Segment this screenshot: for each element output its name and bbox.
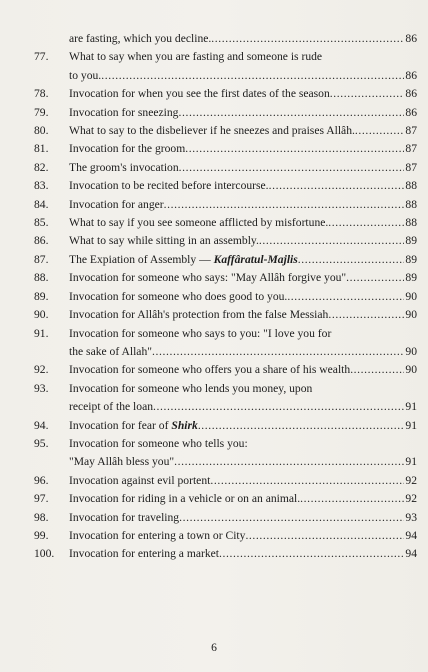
dot-leader [179, 159, 405, 177]
entry-page-number: 90 [405, 363, 417, 377]
toc-entry [34, 288, 417, 306]
entry-body [69, 177, 417, 195]
entry-line [69, 140, 417, 158]
entry-page-number: 90 [405, 344, 417, 358]
entry-body [69, 306, 417, 324]
entry-line [69, 232, 417, 250]
entry-title [69, 140, 185, 158]
entry-line [69, 269, 417, 287]
entry-line [69, 509, 417, 527]
entry-number: 81. [34, 142, 49, 156]
dot-leader [179, 509, 404, 527]
entry-number: 80. [34, 124, 49, 138]
toc-entry [34, 527, 417, 545]
entry-page-number: 91 [405, 455, 417, 469]
entry-line [69, 527, 417, 545]
entry-body [69, 196, 417, 214]
entry-page-number: 87 [405, 142, 417, 156]
entry-number: 100. [34, 547, 55, 561]
entry-line [69, 177, 417, 195]
entry-number: 86. [34, 234, 49, 248]
toc-entry [34, 140, 417, 158]
dot-leader [198, 417, 405, 435]
entry-body [69, 104, 417, 122]
page-number: 6 [211, 641, 217, 654]
toc-entry [34, 435, 417, 472]
entry-title-text: Invocation for someone who offers you a share of his wealth [69, 363, 351, 377]
entry-number: 99. [34, 528, 49, 542]
table-of-contents [34, 30, 417, 564]
entry-number: 92. [34, 363, 49, 377]
entry-number: 79. [34, 105, 49, 119]
entry-number: 85. [34, 216, 49, 230]
dot-leader [174, 453, 404, 471]
entry-line [69, 435, 417, 453]
entry-title [69, 85, 330, 103]
entry-body [69, 380, 417, 417]
dot-leader [355, 122, 405, 140]
entry-title-text: Invocation to be recited before intercourse. [69, 179, 269, 193]
entry-number: 94. [34, 418, 49, 432]
entry-title-text: What to say if you see someone afflicted by misfortune. [69, 216, 329, 230]
entry-body [69, 509, 417, 527]
entry-body [69, 232, 417, 250]
entry-page-number: 87 [405, 124, 417, 138]
entry-body [69, 527, 417, 545]
entry-line [69, 196, 417, 214]
entry-title [69, 490, 300, 508]
entry-title [69, 269, 346, 287]
entry-line [69, 343, 417, 361]
entry-body [69, 122, 417, 140]
entry-body [69, 214, 417, 232]
entry-title-text: Invocation for traveling [69, 510, 180, 524]
entry-body [69, 361, 417, 379]
entry-line [69, 472, 417, 490]
entry-page-number: 88 [405, 216, 417, 230]
entry-line [69, 288, 417, 306]
entry-title-text: Invocation for sneezing [69, 105, 179, 119]
entry-page-number: 89 [405, 271, 417, 285]
entry-title [69, 545, 219, 563]
entry-title-text: Invocation for someone who says to you: "I love you for [69, 326, 332, 340]
entry-title-text: Invocation for anger [69, 197, 164, 211]
toc-entry [34, 472, 417, 490]
dot-leader [153, 398, 404, 416]
entry-line [69, 251, 417, 269]
entry-line [69, 30, 417, 48]
entry-body [69, 472, 417, 490]
entry-title-text: Invocation for someone who lends you money, upon [69, 381, 313, 395]
dot-leader [178, 104, 404, 122]
entry-number: 83. [34, 179, 49, 193]
toc-entry [34, 232, 417, 250]
entry-title-text: the sake of Allah" [69, 344, 152, 358]
entry-body [69, 269, 417, 287]
entry-title-text: Invocation for someone who does good to you. [69, 289, 288, 303]
dot-leader [269, 177, 405, 195]
toc-entry [34, 545, 417, 563]
toc-entry [34, 306, 417, 324]
entry-page-number: 92 [405, 473, 417, 487]
toc-entry [34, 159, 417, 177]
entry-page-number: 88 [405, 179, 417, 193]
toc-entry [34, 509, 417, 527]
entry-title-text: Invocation against evil portent [69, 473, 211, 487]
dot-leader [152, 343, 404, 361]
entry-line [69, 214, 417, 232]
entry-title [69, 214, 328, 232]
entry-line [69, 361, 417, 379]
toc-entry [34, 48, 417, 85]
entry-title [69, 30, 211, 48]
entry-title-text: Invocation for fear of [69, 418, 172, 432]
entry-page-number: 87 [405, 160, 417, 174]
entry-title [69, 472, 210, 490]
entry-line [69, 85, 417, 103]
entry-number: 97. [34, 492, 49, 506]
entry-number: 78. [34, 87, 49, 101]
entry-number: 96. [34, 473, 49, 487]
entry-title [69, 177, 269, 195]
toc-entry [34, 269, 417, 287]
toc-entry [34, 177, 417, 195]
toc-entry [34, 30, 417, 48]
entry-number: 93. [34, 381, 49, 395]
entry-page-number: 91 [405, 418, 417, 432]
entry-line [69, 48, 417, 66]
dot-leader [300, 490, 404, 508]
toc-entry [34, 104, 417, 122]
entry-title-italic: Shirk [171, 418, 198, 432]
dot-leader [350, 361, 404, 379]
entry-page-number: 86 [405, 105, 417, 119]
entry-body [69, 435, 417, 472]
entry-body [69, 30, 417, 48]
dot-leader [328, 306, 404, 324]
entry-title-text: What to say when you are fasting and someone is rude [69, 50, 323, 64]
dot-leader [330, 85, 405, 103]
entry-title [69, 159, 179, 177]
entry-title-text: Invocation for entering a town or City [69, 528, 246, 542]
entry-line [69, 325, 417, 343]
entry-title-text: Invocation for when you see the first dates of the season [69, 87, 330, 101]
entry-page-number: 90 [405, 289, 417, 303]
toc-entry [34, 196, 417, 214]
toc-entry [34, 361, 417, 379]
toc-entry [34, 214, 417, 232]
entry-title-text: The groom's invocation [69, 160, 179, 174]
dot-leader [259, 232, 405, 250]
entry-title-text: Invocation for someone who says: "May Allâh forgive you" [69, 271, 347, 285]
entry-title [69, 196, 164, 214]
entry-title [69, 122, 355, 140]
entry-title [69, 288, 287, 306]
entry-number: 84. [34, 197, 49, 211]
toc-entry [34, 380, 417, 417]
entry-title [69, 104, 178, 122]
entry-body [69, 545, 417, 563]
entry-body [69, 325, 417, 362]
dot-leader [298, 251, 405, 269]
entry-body [69, 48, 417, 85]
entry-line [69, 104, 417, 122]
entry-title-text: receipt of the loan [69, 400, 154, 414]
entry-line [69, 398, 417, 416]
entry-line [69, 453, 417, 471]
entry-page-number: 88 [405, 197, 417, 211]
entry-title [69, 527, 245, 545]
entry-line [69, 490, 417, 508]
entry-page-number: 89 [405, 234, 417, 248]
entry-body [69, 417, 417, 435]
entry-number [34, 30, 69, 48]
dot-leader [210, 472, 404, 490]
entry-number: 77. [34, 50, 49, 64]
entry-number: 95. [34, 436, 49, 450]
entry-line [69, 67, 417, 85]
entry-body [69, 490, 417, 508]
entry-number: 89. [34, 289, 49, 303]
entry-page-number: 91 [405, 400, 417, 414]
entry-number: 82. [34, 160, 49, 174]
dot-leader [164, 196, 405, 214]
entry-page-number: 90 [405, 308, 417, 322]
entry-title-text: What to say while sitting in an assembly. [69, 234, 259, 248]
entry-body [69, 140, 417, 158]
entry-page-number: 92 [405, 492, 417, 506]
dot-leader [185, 140, 404, 158]
entry-number: 91. [34, 326, 49, 340]
entry-line [69, 122, 417, 140]
toc-entry [34, 417, 417, 435]
entry-title [69, 325, 331, 343]
entry-body [69, 288, 417, 306]
entry-line [69, 380, 417, 398]
entry-body [69, 251, 417, 269]
entry-title [69, 67, 101, 85]
entry-line [69, 545, 417, 563]
dot-leader [219, 545, 404, 563]
toc-entry [34, 325, 417, 362]
dot-leader [287, 288, 404, 306]
entry-title [69, 435, 248, 453]
entry-title-text: "May Allâh bless you" [69, 455, 175, 469]
entry-number: 90. [34, 308, 49, 322]
entry-title-text: Invocation for Allâh's protection from the false Messiah [69, 308, 329, 322]
entry-title-text: Invocation for riding in a vehicle or on an animal. [69, 492, 301, 506]
entry-title-text: The Expiation of Assembly — [69, 252, 214, 266]
entry-title-text: to you. [69, 68, 102, 82]
dot-leader [101, 67, 404, 85]
entry-number: 88. [34, 271, 49, 285]
entry-body [69, 85, 417, 103]
entry-page-number: 94 [405, 528, 417, 542]
entry-title [69, 343, 152, 361]
entry-page-number: 93 [405, 510, 417, 524]
entry-number: 98. [34, 510, 49, 524]
entry-page-number: 86 [405, 32, 417, 45]
toc-entry [34, 490, 417, 508]
entry-title-text: are fasting, which you decline. [69, 32, 212, 45]
entry-title-text: Invocation for someone who tells you: [69, 436, 248, 450]
entry-line [69, 417, 417, 435]
entry-page-number: 86 [405, 68, 417, 82]
entry-page-number: 89 [405, 252, 417, 266]
entry-line [69, 159, 417, 177]
entry-title [69, 48, 322, 66]
toc-entry [34, 122, 417, 140]
entry-title-italic: Kaffâratul-Majlis [213, 252, 298, 266]
entry-title [69, 306, 328, 324]
dot-leader [245, 527, 404, 545]
entry-title [69, 417, 198, 435]
entry-page-number: 94 [405, 547, 417, 561]
dot-leader [328, 214, 404, 232]
entry-line [69, 306, 417, 324]
entry-title [69, 398, 153, 416]
dot-leader [211, 30, 404, 48]
entry-title-text: Invocation for the groom [69, 142, 186, 156]
entry-title-text: Invocation for entering a market [69, 547, 220, 561]
entry-title-text: What to say to the disbeliever if he sneezes and praises Allâh. [69, 124, 355, 138]
dot-leader [346, 269, 404, 287]
entry-body [69, 159, 417, 177]
entry-title [69, 509, 179, 527]
entry-title [69, 361, 350, 379]
entry-title [69, 380, 312, 398]
entry-title [69, 232, 259, 250]
entry-title [69, 251, 298, 269]
entry-number: 87. [34, 252, 49, 266]
toc-entry [34, 85, 417, 103]
entry-page-number: 86 [405, 87, 417, 101]
toc-entry [34, 251, 417, 269]
entry-title [69, 453, 174, 471]
